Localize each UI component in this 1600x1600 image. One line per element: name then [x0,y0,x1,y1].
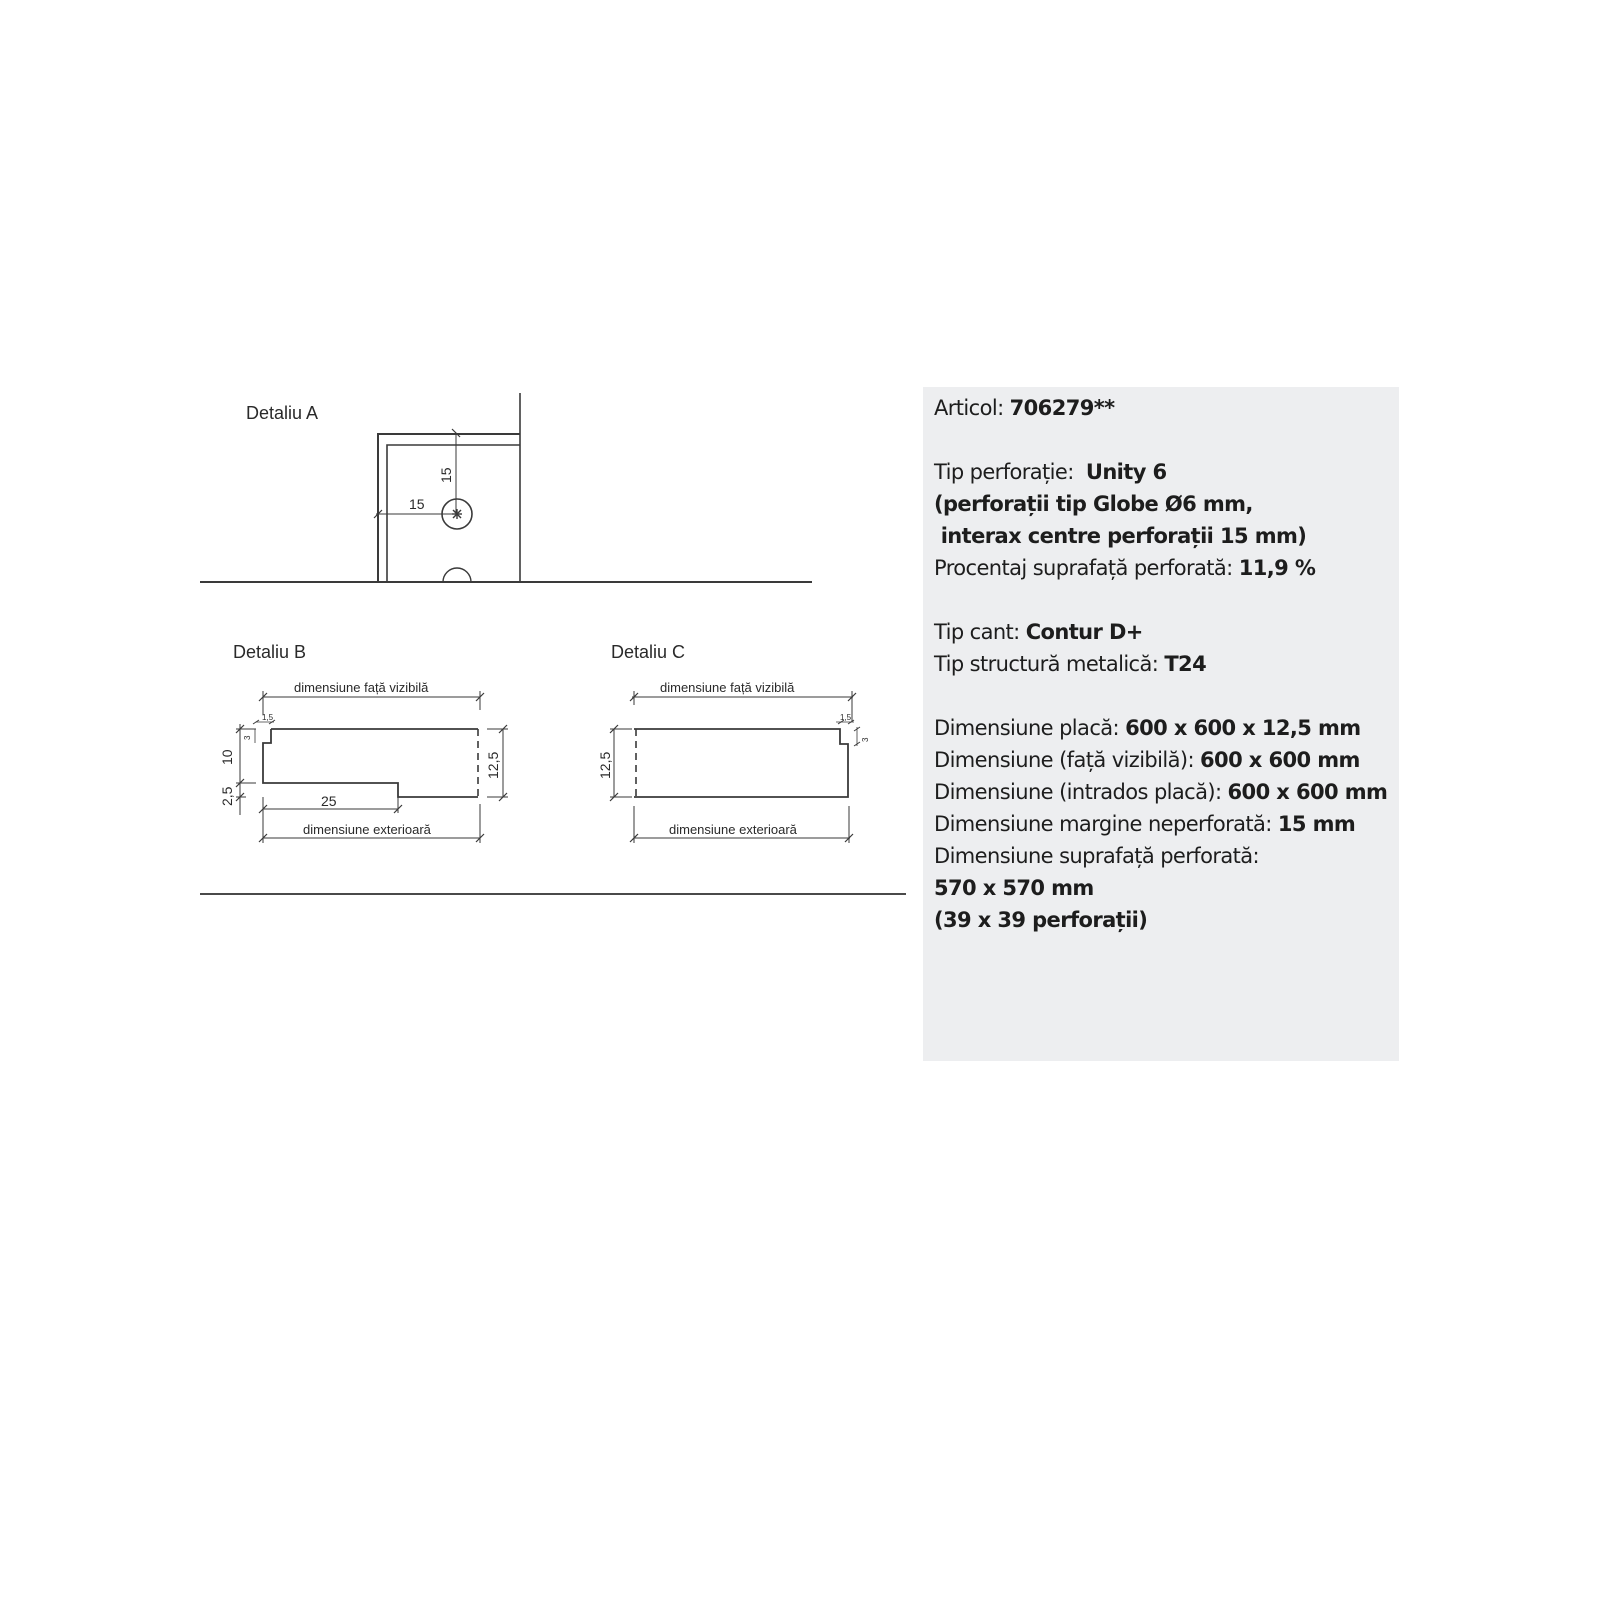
detail-a-dim-vertical: 15 [438,467,454,483]
spacer [934,584,1399,616]
spec-tip-cant: Tip cant: Contur D+ [934,620,1143,644]
spec-tip-structura: Tip structură metalică: T24 [934,652,1207,676]
spec-dim-suprafata-label: Dimensiune suprafață perforată: [934,844,1260,868]
spec-articol: Articol: 706279** [934,396,1115,420]
spacer [934,680,1399,712]
spec-dim-fata: Dimensiune (față vizibilă): 600 x 600 mm [934,748,1360,772]
spec-tip-perforatie: Tip perforație: Unity 6 [934,460,1167,484]
spacer [934,424,1399,456]
detail-b-dim-notch-width: 1,5 [262,713,274,722]
spec-procentaj: Procentaj suprafață perforată: 11,9 % [934,556,1316,580]
detail-c-dim-notch-width: 1,5 [840,713,852,722]
spec-dim-suprafata-value: 570 x 570 mm [934,876,1094,900]
detail-b-dim-step-label: 25 [321,793,337,809]
detail-a-outer-edge [378,434,520,582]
perforation-partial-icon [443,568,471,582]
detail-b-dim-top-label: dimensiune față vizibilă [294,680,429,695]
detail-c [610,691,860,843]
detail-b-dim-right: 12,5 [485,751,501,779]
perforation-center-icon [452,509,462,519]
spec-nr-perforatii: (39 x 39 perforații) [934,908,1148,932]
detail-c-dim-bottom-label: dimensiune exterioară [669,822,797,837]
spec-dim-margine: Dimensiune margine neperforată: 15 mm [934,812,1356,836]
detail-b-profile [263,729,478,797]
detail-c-profile [634,729,848,797]
detail-b-dim-left-upper: 10 [219,749,235,765]
detail-b-dim-bottom-label: dimensiune exterioară [303,822,431,837]
spec-perforatii-line1: (perforații tip Globe Ø6 mm, [934,492,1253,516]
detail-b-dim-left-lower: 2,5 [219,786,235,806]
detail-c-dim-notch-height: 3 [861,737,870,742]
spec-dim-placa: Dimensiune placă: 600 x 600 x 12,5 mm [934,716,1361,740]
detail-c-dim-top-label: dimensiune față vizibilă [660,680,795,695]
detail-c-dim-left: 12,5 [597,751,613,779]
detail-a-dim-horizontal: 15 [409,496,425,512]
detail-b-dim-notch-height: 3 [243,735,252,740]
spec-perforatii-line2: interax centre perforații 15 mm) [934,524,1307,548]
spec-dim-intrados: Dimensiune (intrados placă): 600 x 600 mm [934,780,1388,804]
spec-panel [923,387,1399,1061]
detail-a-title: Detaliu A [246,403,319,423]
detail-b-title: Detaliu B [233,642,307,662]
detail-c-title: Detaliu C [611,642,686,662]
detail-b [236,691,508,843]
